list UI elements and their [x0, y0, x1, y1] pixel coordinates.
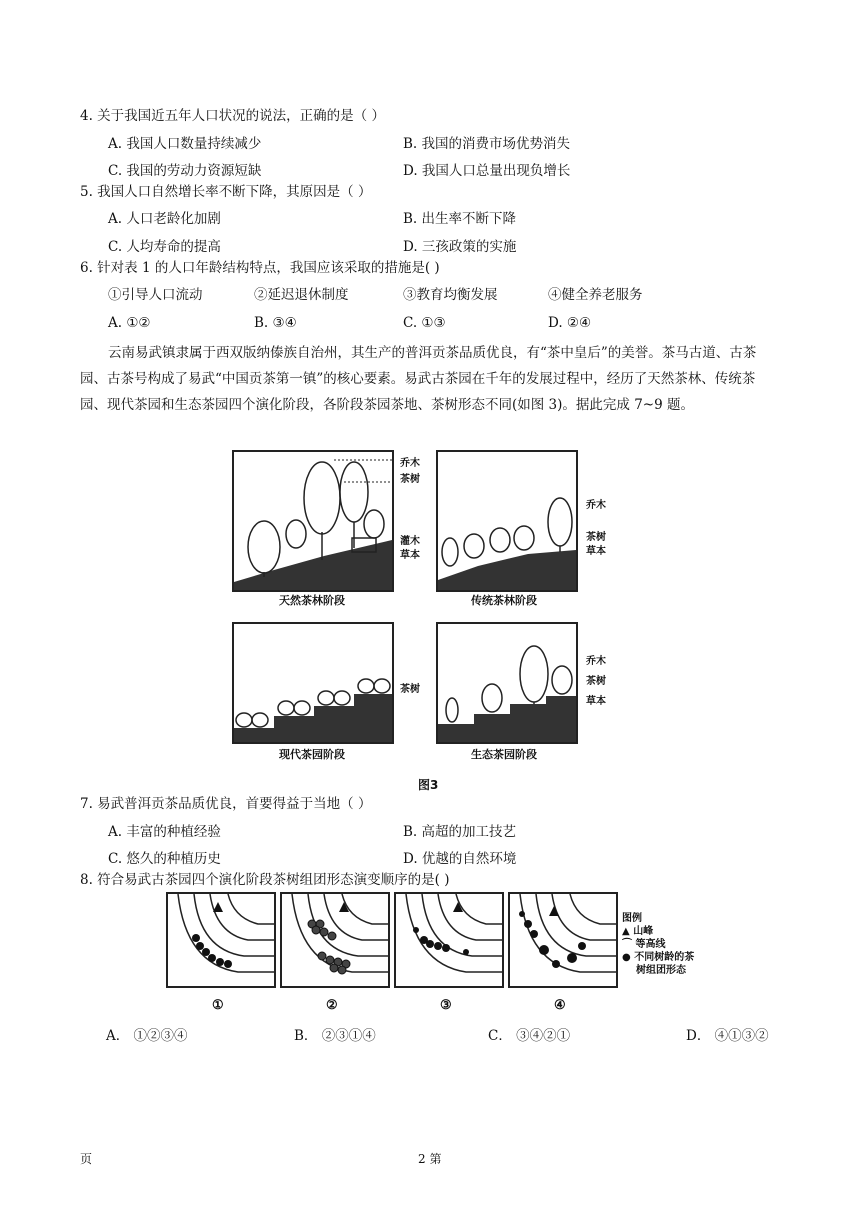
caption-traditional-forest: 传统茶林阶段 [471, 594, 537, 607]
contour-map-1 [166, 892, 276, 988]
footer-page-number: 2 第 [418, 1152, 442, 1166]
figure-3 [228, 446, 608, 796]
map-number-1: ① [212, 998, 224, 1013]
q5-option-c: C. 人均寿命的提高 [108, 239, 221, 255]
q6-statement-4: ④健全养老服务 [548, 287, 643, 303]
footer-page-left: 页 [80, 1152, 93, 1166]
map-number-4: ④ [554, 998, 566, 1013]
label-tree: 乔木 [586, 500, 606, 511]
panel-natural-forest [232, 450, 394, 592]
label-tree: 乔木 [400, 458, 420, 469]
map-number-3: ③ [440, 998, 452, 1013]
question-8-stem: 8. 符合易武古茶园四个演化阶段茶树组团形态演变顺序的是( ) [80, 872, 450, 888]
contour-map-4 [508, 892, 618, 988]
q6-statement-1: ①引导人口流动 [108, 287, 203, 303]
q4-option-d: D. 我国人口总量出现负增长 [403, 163, 571, 179]
q8-option-c: C． ③④②① [488, 1028, 571, 1044]
map-legend [622, 912, 694, 977]
q6-option-b: B. ③④ [254, 315, 297, 331]
q4-option-b: B. 我国的消费市场优势消失 [403, 136, 571, 152]
legend-trees-label-1: 不同树龄的茶 [634, 952, 695, 963]
q6-option-d: D. ②④ [548, 315, 592, 331]
panel-eco-garden [436, 622, 578, 744]
label-tea: 茶树 [586, 676, 606, 687]
legend-peak [622, 925, 694, 938]
q5-option-b: B. 出生率不断下降 [403, 211, 517, 227]
label-shrub: 灌木 [400, 536, 420, 547]
question-6-stem: 6. 针对表 1 的人口年龄结构特点，我国应该采取的措施是( ) [80, 260, 440, 276]
q8-option-b: B． ②③①④ [294, 1028, 376, 1044]
caption-eco-garden: 生态茶园阶段 [471, 748, 537, 761]
q6-option-a: A. ①② [108, 315, 151, 331]
q5-option-d: D. 三孩政策的实施 [403, 239, 517, 255]
legend-trees-line2: 树组团形态 [636, 965, 686, 976]
label-tea: 茶树 [400, 474, 420, 485]
q7-option-c: C. 悠久的种植历史 [108, 851, 221, 867]
peak-icon: ▲ [622, 926, 630, 937]
question-4-stem: 4. 关于我国近五年人口状况的说法，正确的是（ ） [80, 108, 385, 124]
reading-passage: 云南易武镇隶属于西双版纳傣族自治州，其生产的普洱贡茶品质优良，有“茶中皇后”的美誉。茶马古道、古茶园、古茶号构成了易武“中国贡茶第一镇”的核心要素。易武古茶园在千年的发展过程中，经历了天然茶林、传统茶园、现代茶园和生态茶园四个演化阶段，各阶段茶园茶地、茶树形态不同(如图 3)。据此完成 7~9 题。 [80, 345, 757, 413]
panel-modern-garden [232, 622, 394, 744]
q6-statement-3: ③教育均衡发展 [403, 287, 498, 303]
tree-cluster-icon: ● [622, 952, 631, 963]
label-herb: 草本 [400, 550, 420, 561]
question-7-stem: 7. 易武普洱贡茶品质优良，首要得益于当地（ ） [80, 796, 372, 812]
legend-peak-label: 山峰 [633, 926, 654, 937]
figure-3-title: 图3 [418, 778, 439, 792]
legend-trees [622, 951, 694, 964]
q7-option-b: B. 高超的加工技艺 [403, 824, 517, 840]
contour-map-2 [280, 892, 390, 988]
q4-option-a: A. 我国人口数量持续减少 [108, 136, 262, 152]
contour-icon: ⌒ [622, 939, 632, 950]
caption-natural-forest: 天然茶林阶段 [279, 594, 345, 607]
eco-garden-illustration [438, 624, 576, 742]
q7-option-d: D. 优越的自然环境 [403, 851, 517, 867]
legend-contour-label: 等高线 [635, 939, 666, 950]
q4-option-c: C. 我国的劳动力资源短缺 [108, 163, 262, 179]
traditional-forest-illustration [438, 452, 576, 590]
natural-forest-illustration [234, 452, 392, 590]
legend-contour [622, 938, 694, 951]
label-tea: 茶树 [586, 532, 606, 543]
label-tea: 茶树 [400, 684, 420, 695]
label-tree: 乔木 [586, 656, 606, 667]
q5-option-a: A. 人口老龄化加剧 [108, 211, 221, 227]
panel-traditional-forest [436, 450, 578, 592]
question-5-stem: 5. 我国人口自然增长率不断下降，其原因是（ ） [80, 184, 372, 200]
map-number-2: ② [326, 998, 338, 1013]
contour-map-3 [394, 892, 504, 988]
modern-garden-illustration [234, 624, 392, 742]
label-herb: 草本 [586, 546, 606, 557]
caption-modern-garden: 现代茶园阶段 [279, 748, 345, 761]
label-herb: 草本 [586, 696, 606, 707]
q8-option-a: A． ①②③④ [106, 1028, 188, 1044]
q6-statement-2: ②延迟退休制度 [254, 287, 349, 303]
q6-option-c: C. ①③ [403, 315, 446, 331]
q8-option-d: D． ④①③② [686, 1028, 769, 1044]
q7-option-a: A. 丰富的种植经验 [108, 824, 221, 840]
legend-title: 图例 [622, 913, 642, 924]
